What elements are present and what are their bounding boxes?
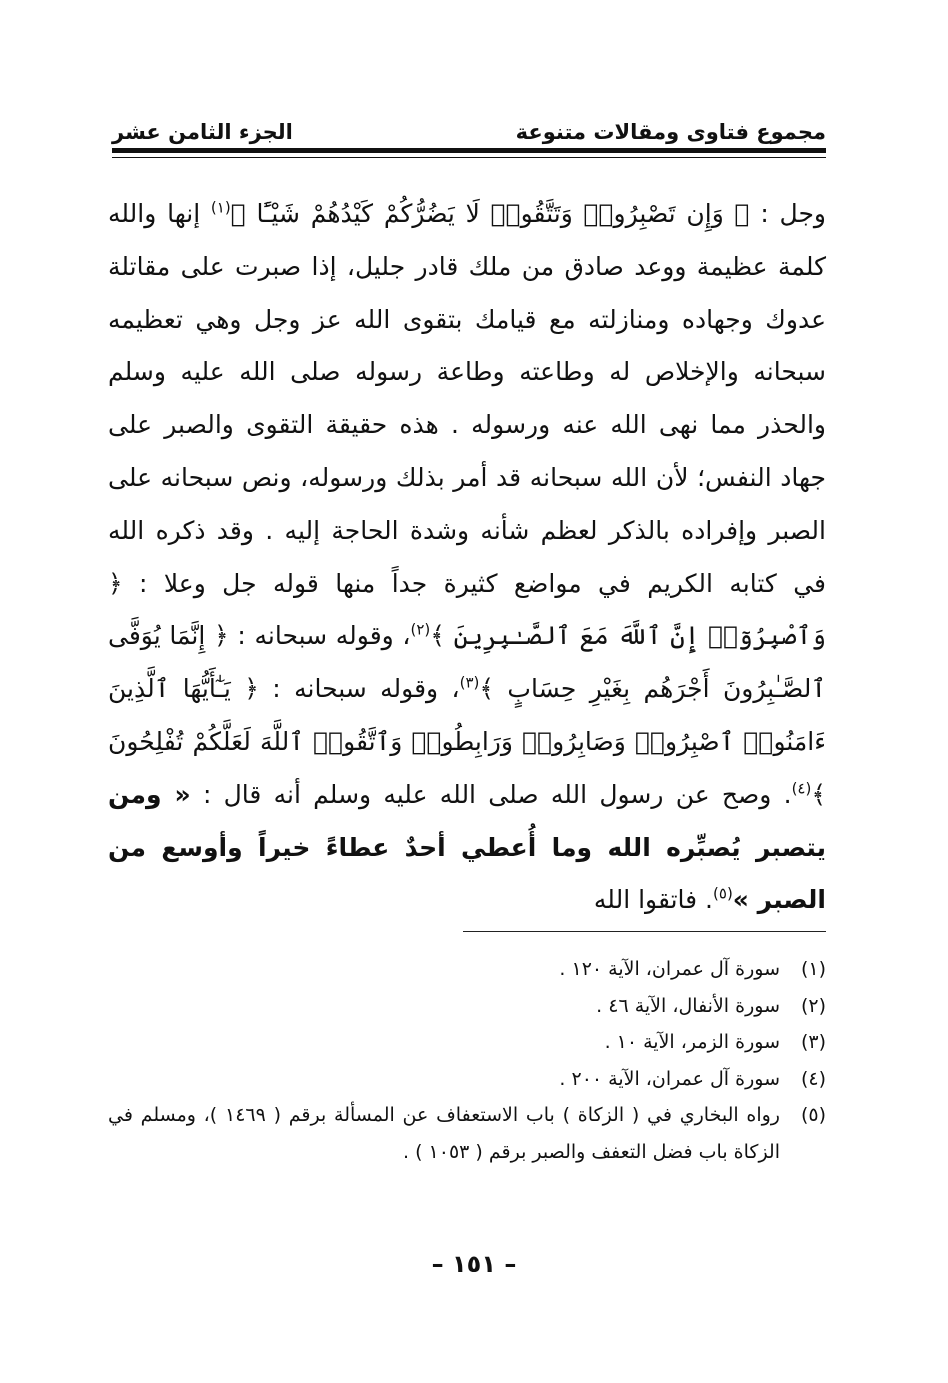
quran-verse: ﴿ يَـٰٓأَيُّهَا ٱلَّذِينَ ءَامَنُوا۟ ٱصْبِرُوا۟ وَصَابِرُوا۟ وَرَابِطُوا۟ وَٱتَّقُوا۟ ٱللَّهَ لَعَلَّكُمْ تُفْلِحُونَ ﴾ [108, 674, 826, 809]
footnote-item [108, 988, 826, 1025]
hadith-quote: « ومن يتصبر يُصبِّره الله وما أُعطي أحدٌ عطاءً خيراً وأوسع من الصبر » [108, 779, 826, 915]
footnote-text: سورة الزمر، الآية ١٠ . [604, 1031, 780, 1053]
volume-label: الجزء الثامن عشر [112, 120, 293, 144]
footnote-marker: (١) [210, 198, 231, 217]
footnote-marker: (٣) [459, 673, 480, 692]
footnote-number: (٤) [800, 1067, 826, 1090]
book-title: مجموع فتاوى ومقالات متنوعة [515, 120, 826, 144]
footnote-number: (١) [800, 958, 826, 980]
text-run: وجل : [749, 199, 826, 228]
quran-verse: ﴿ وَٱصْبِرُوٓا۟ إِنَّ ٱللَّهَ مَعَ ٱلصَّـٰبِرِينَ ﴾ [108, 568, 826, 651]
footnote-text: سورة آل عمران، الآية ١٢٠ . [559, 958, 780, 980]
footnote-marker: (٤) [791, 779, 812, 798]
footnote-separator [463, 931, 826, 932]
quran-verse: ﴿ إِنَّمَا يُوَفَّى ٱلصَّـٰبِرُونَ أَجْرَهُم بِغَيْرِ حِسَابٍ ﴾ [108, 621, 826, 704]
page-number: – ١٥١ – [431, 1250, 517, 1278]
footnote-item [108, 1097, 826, 1170]
text-run: ، وقوله سبحانه : [228, 621, 411, 651]
footnote-marker: (٥) [713, 885, 733, 904]
footnote-item [108, 951, 826, 988]
text-run: إنها والله كلمة عظيمة ووعد صادق من ملك قادر جليل، إذا صبرت على مقاتلة عدوك وجهاده ومنازلته مع قيامك بتقوى الله عز وجل وهي تعظيمه سبحانه والإخلاص له وطاعته وطاعة رسوله صلى الله عليه وسلم والحذر مما نهى الله عنه ورسوله . هذه حقيقة التقوى والصبر على جهاد النفس؛ لأن الله سبحانه قد أمر بذلك ورسوله، ونص سبحانه على الصبر وإفراده بالذكر لعظم شأنه وشدة الحاجة إليه . وقد ذكره الله في كتابه الكريم في مواضع كثيرة جداً منها قوله جل وعلا : [108, 199, 826, 598]
running-header [112, 108, 826, 144]
footnote-marker: (٢) [410, 621, 431, 640]
text-run: . فاتقوا الله [593, 885, 714, 915]
text-run: . وصح عن رسول الله صلى الله عليه وسلم أنه قال : [190, 779, 792, 809]
footnote-text: سورة الأنفال، الآية ٤٦ . [596, 994, 780, 1017]
footnote-number: (٢) [800, 994, 826, 1017]
footnote-text: رواه البخاري في ( الزكاة ) باب الاستعفاف عن المسألة برقم ( ١٤٦٩ )، ومسلم في الزكاة باب فضل التعفف والصبر برقم ( ١٠٥٣ ) . [108, 1104, 780, 1163]
header-rule-thin [112, 157, 826, 158]
paragraph [108, 188, 826, 927]
text-run: ، وقوله سبحانه : [258, 674, 460, 704]
footnote-number: (٣) [800, 1031, 826, 1053]
footnotes [108, 951, 826, 1170]
main-text [108, 188, 826, 927]
footnote-item [108, 1024, 826, 1061]
footnote-number: (٥) [800, 1104, 826, 1126]
quran-verse: ﴿ وَإِن تَصْبِرُوا۟ وَتَتَّقُوا۟ لَا يَضُرُّكُمْ كَيْدُهُمْ شَيْـًٔا ﴾ [230, 199, 750, 228]
header-rule-thick [112, 148, 826, 153]
footnote-text: سورة آل عمران، الآية ٢٠٠ . [559, 1067, 780, 1090]
footnote-item [108, 1061, 826, 1098]
